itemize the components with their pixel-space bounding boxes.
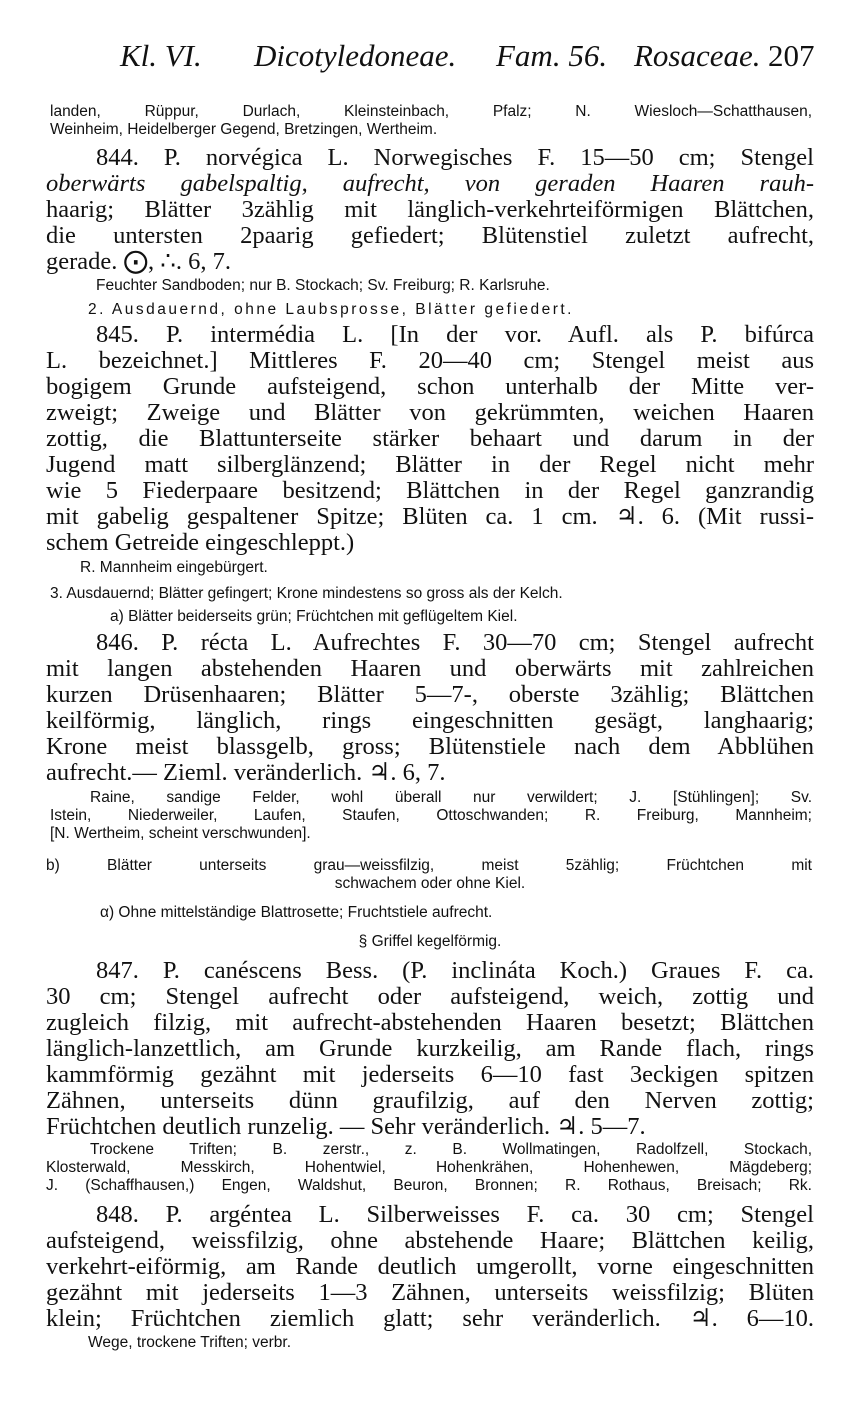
- text-line: kammförmig gezähnt mit jederseits 6—10 fast 3eckigen spitzen: [46, 1061, 814, 1088]
- section-heading: 2. Ausdauernd, ohne Laubsprosse, Blätter gefiedert.: [88, 301, 574, 318]
- locality-line: Istein, Niederweiler, Laufen, Staufen, Ottoschwanden; R. Freiburg, Mannheim;: [50, 807, 812, 824]
- header-family: Fam. 56.: [496, 38, 608, 73]
- text-line: oberwärts gabelspaltig, aufrecht, von geraden Haaren rauh-: [46, 170, 814, 197]
- header-family-name: Rosaceae.: [634, 38, 761, 73]
- species-heading: 845. P. intermédia L. [In der vor. Aufl. als P. bifúrca: [96, 321, 814, 348]
- subsection-heading: b) Blätter unterseits grau—weissfilzig, meist 5zählig; Früchtchen mit: [46, 857, 812, 874]
- text-line: schem Getreide eingeschleppt.): [46, 529, 355, 556]
- locality-line: Feuchter Sandboden; nur B. Stockach; Sv. Freiburg; R. Karlsruhe.: [96, 277, 550, 294]
- locality-line: Trockene Triften; B. zerstr., z. B. Wollmatingen, Radolfzell, Stockach,: [90, 1141, 812, 1158]
- locality-line: R. Mannheim eingebürgert.: [80, 559, 268, 576]
- text-line: zweigt; Zweige und Blätter von gekrümmten, weichen Haaren: [46, 399, 814, 426]
- subsection-heading: schwachem oder ohne Kiel.: [334, 875, 526, 892]
- text-line: mit gabelig gespaltener Spitze; Blüten ca. 1 cm. ♃. 6. (Mit russi-: [46, 503, 814, 530]
- text-line: wie 5 Fiederpaare besitzend; Blättchen in der Regel ganzrandig: [46, 477, 814, 504]
- subsection-heading: § Griffel kegelförmig.: [358, 933, 502, 950]
- text-line: 30 cm; Stengel aufrecht oder aufsteigend, weich, zottig und: [46, 983, 814, 1010]
- locality-line: J. (Schaffhausen,) Engen, Waldshut, Beuron, Bronnen; R. Rothaus, Breisach; Rk.: [46, 1177, 812, 1194]
- text-line: verkehrt-eiförmig, am Rande deutlich umgerollt, vorne eingeschnitten: [46, 1253, 814, 1280]
- text-line: Jugend matt silberglänzend; Blätter in der Regel nicht mehr: [46, 451, 814, 478]
- section-heading: 3. Ausdauernd; Blätter gefingert; Krone mindestens so gross als der Kelch.: [50, 585, 563, 602]
- text-line: bogigem Grunde aufsteigend, schon unterhalb der Mitte ver-: [46, 373, 814, 400]
- text-line: die untersten 2paarig gefiedert; Blütenstiel zuletzt aufrecht,: [46, 222, 814, 249]
- subsection-heading: α) Ohne mittelständige Blattrosette; Fruchtstiele aufrecht.: [100, 904, 493, 921]
- locality-line: Raine, sandige Felder, wohl überall nur verwildert; J. [Stühlingen]; Sv.: [90, 789, 812, 806]
- text-line: länglich-lanzettlich, am Grunde kurzkeilig, am Rande flach, rings: [46, 1035, 814, 1062]
- species-heading: 848. P. argéntea L. Silberweisses F. ca. 30 cm; Stengel: [96, 1201, 814, 1228]
- locality-line: [N. Wertheim, scheint verschwunden].: [50, 825, 311, 842]
- species-heading: 844. P. norvégica L. Norwegisches F. 15—50 cm; Stengel: [96, 144, 814, 171]
- header-class: Kl. VI.: [120, 38, 202, 73]
- text-line: Krone meist blassgelb, gross; Blütenstiele nach dem Abblühen: [46, 733, 814, 760]
- page-number: 207: [768, 38, 815, 73]
- text-line: klein; Früchtchen ziemlich glatt; sehr veränderlich. ♃. 6—10.: [46, 1305, 814, 1332]
- text-line: gerade. ⨀, ∴. 6, 7.: [46, 248, 231, 275]
- text-line: haarig; Blätter 3zählig mit länglich-verkehrteiförmigen Blättchen,: [46, 196, 814, 223]
- text-line: Früchtchen deutlich runzelig. — Sehr veränderlich. ♃. 5—7.: [46, 1113, 646, 1140]
- text-line: Weinheim, Heidelberger Gegend, Bretzingen, Wertheim.: [50, 121, 438, 138]
- species-heading: 847. P. canéscens Bess. (P. inclináta Koch.) Graues F. ca.: [96, 957, 814, 984]
- text-line: gezähnt mit jederseits 1—3 Zähnen, unterseits weissfilzig; Blüten: [46, 1279, 814, 1306]
- subsection-heading: a) Blätter beiderseits grün; Früchtchen mit geflügeltem Kiel.: [110, 608, 518, 625]
- text-line: L. bezeichnet.] Mittleres F. 20—40 cm; Stengel meist aus: [46, 347, 814, 374]
- running-header: [120, 38, 820, 78]
- text-line: zottig, die Blattunterseite stärker behaart und darum in der: [46, 425, 814, 452]
- locality-line: Wege, trockene Triften; verbr.: [88, 1334, 292, 1351]
- text-line: zugleich filzig, mit aufrecht-abstehenden Haaren besetzt; Blättchen: [46, 1009, 814, 1036]
- text-line: mit langen abstehenden Haaren und oberwärts mit zahlreichen: [46, 655, 814, 682]
- text-line: Zähnen, unterseits dünn graufilzig, auf den Nerven zottig;: [46, 1087, 814, 1114]
- locality-line: Klosterwald, Messkirch, Hohentwiel, Hohenkrähen, Hohenhewen, Mägdeberg;: [46, 1159, 812, 1176]
- text-line: landen, Rüppur, Durlach, Kleinsteinbach, Pfalz; N. Wiesloch—Schatthausen,: [50, 103, 812, 120]
- species-heading: 846. P. récta L. Aufrechtes F. 30—70 cm; Stengel aufrecht: [96, 629, 814, 656]
- text-line: keilförmig, länglich, rings eingeschnitten gesägt, langhaarig;: [46, 707, 814, 734]
- text-line: aufrecht.— Zieml. veränderlich. ♃. 6, 7.: [46, 759, 446, 786]
- text-line: aufsteigend, weissfilzig, ohne abstehende Haare; Blättchen keilig,: [46, 1227, 814, 1254]
- header-group: Dicotyledoneae.: [254, 38, 457, 73]
- text-line: kurzen Drüsenhaaren; Blätter 5—7-, oberste 3zählig; Blättchen: [46, 681, 814, 708]
